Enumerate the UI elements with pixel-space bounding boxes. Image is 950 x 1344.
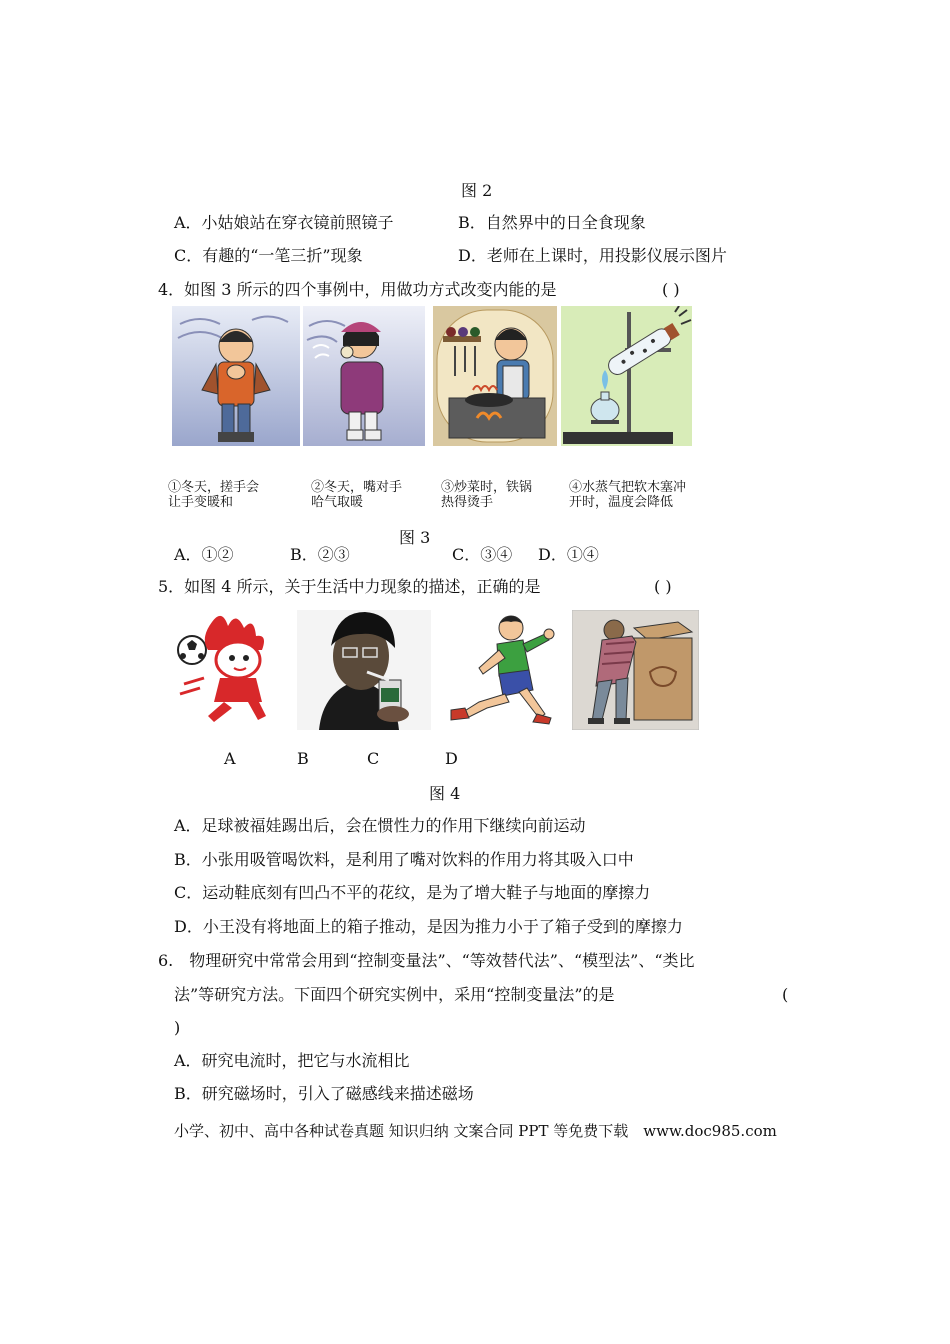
fig2-option-c: C．有趣的“一笔三折”现象 — [174, 246, 363, 265]
q4-caption-4-line-1: ④水蒸气把软木塞冲 — [569, 480, 687, 495]
figure-3-caption: 图 3 — [399, 528, 431, 547]
question-6-bracket-close: ) — [174, 1018, 181, 1037]
q5-label-d: D — [445, 749, 458, 768]
page-footer: 小学、初中、高中各种试卷真题 知识归纳 文案合同 PPT 等免费下载 www.doc985.com — [174, 1122, 777, 1140]
q4-caption-3-line-2: 热得烫手 — [441, 495, 494, 510]
q4-caption-4-line-2: 开时，温度会降低 — [569, 495, 674, 510]
q4-answer-b: B．②③ — [290, 545, 350, 564]
q6-option-b: B．研究磁场时，引入了磁感线来描述磁场 — [174, 1084, 474, 1103]
q4-answer-a: A．①② — [174, 545, 234, 564]
figure-2-caption: 图 2 — [461, 181, 493, 200]
q4-caption-2-line-2: 哈气取暖 — [311, 495, 364, 510]
breathing-on-hands-picture — [303, 306, 425, 446]
q5-option-a: A．足球被福娃踢出后，会在惯性力的作用下继续向前运动 — [174, 816, 586, 835]
q4-caption-1-line-2: 让手变暖和 — [168, 495, 234, 510]
running-boy-picture — [437, 610, 563, 730]
q5-label-a: A — [224, 749, 236, 768]
q5-label-c: C — [367, 749, 380, 768]
q4-caption-2-line-1: ②冬天，嘴对手 — [311, 480, 403, 495]
fuwa-kicking-ball-picture — [172, 610, 290, 730]
question-6-bracket-open: ( — [782, 985, 789, 1004]
q5-option-d: D．小王没有将地面上的箱子推动，是因为推力小于了箱子受到的摩擦力 — [174, 917, 683, 936]
q5-option-b: B．小张用吸管喝饮料，是利用了嘴对饮料的作用力将其吸入口中 — [174, 850, 634, 869]
question-4-stem: 4．如图 3 所示的四个事例中，用做功方式改变内能的是 — [158, 280, 557, 299]
question-5-stem: 5．如图 4 所示，关于生活中力现象的描述，正确的是 — [158, 577, 541, 596]
q5-option-c: C．运动鞋底刻有凹凸不平的花纹，是为了增大鞋子与地面的摩擦力 — [174, 883, 651, 902]
test-tube-stand-picture — [561, 306, 692, 446]
question-6-line-2: 法”等研究方法。下面四个研究实例中，采用“控制变量法”的是 — [174, 985, 615, 1004]
q4-answer-d: D．①④ — [538, 545, 599, 564]
pushing-box-picture — [572, 610, 699, 730]
question-4-answer-bracket: ( ) — [662, 280, 680, 299]
figure-4-caption: 图 4 — [429, 784, 461, 803]
q5-label-b: B — [297, 749, 309, 768]
fig2-option-b: B．自然界中的日全食现象 — [458, 213, 646, 232]
drinking-with-straw-picture — [297, 610, 431, 730]
question-6-line-1: 6. 物理研究中常常会用到“控制变量法”、“等效替代法”、“模型法”、“类比 — [158, 951, 695, 970]
q6-option-a: A．研究电流时，把它与水流相比 — [174, 1051, 410, 1070]
fig2-option-d: D．老师在上课时，用投影仪展示图片 — [458, 246, 727, 265]
q4-caption-1-line-1: ①冬天，搓手会 — [168, 480, 260, 495]
q4-answer-c: C．③④ — [452, 545, 513, 564]
q4-caption-3-line-1: ③炒菜时，铁锅 — [441, 480, 533, 495]
fig2-option-a: A．小姑娘站在穿衣镜前照镜子 — [174, 213, 394, 232]
rubbing-hands-picture — [172, 306, 300, 446]
question-5-answer-bracket: ( ) — [654, 577, 672, 596]
frying-wok-picture — [433, 306, 557, 446]
